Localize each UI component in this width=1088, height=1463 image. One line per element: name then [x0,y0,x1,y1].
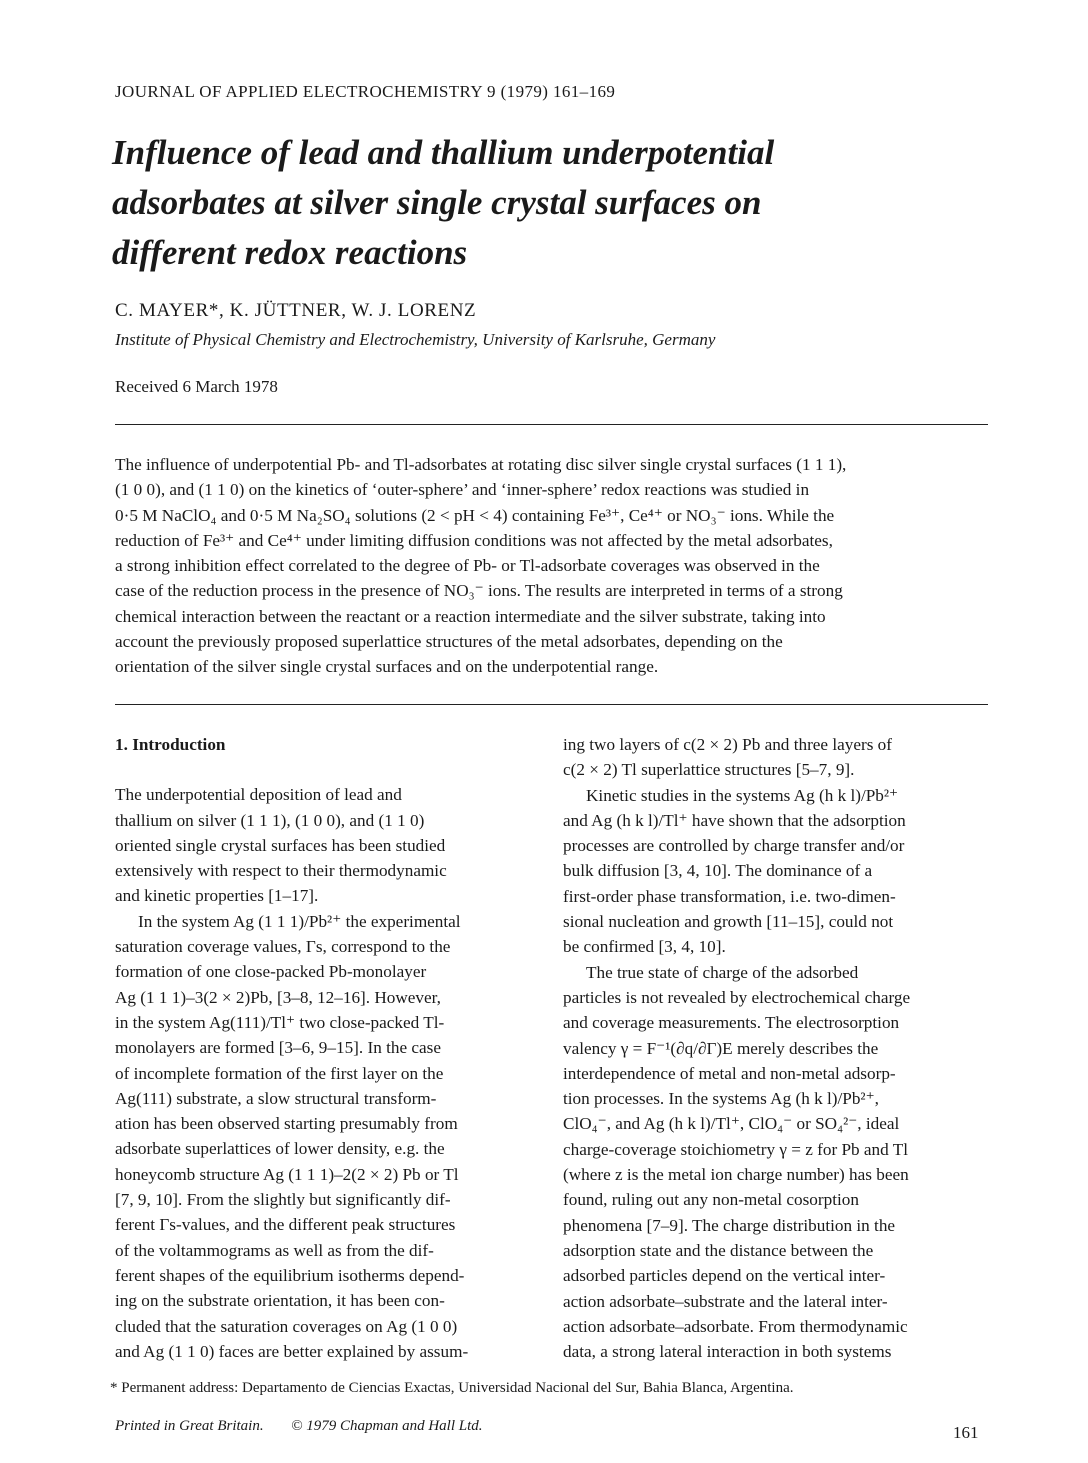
text-line: (where z is the metal ion charge number) has been [563,1165,909,1185]
journal-header: JOURNAL OF APPLIED ELECTROCHEMISTRY 9 (1979) 161–169 [115,82,616,101]
page-number: 161 [953,1423,979,1442]
printed-note: Printed in Great Britain. [115,1418,264,1434]
text-line: thallium on silver (1 1 1), (1 0 0), and (1 1 0) [115,810,425,830]
text-line: ferent shapes of the equilibrium isotherms depend- [115,1265,465,1285]
text-line: ing on the substrate orientation, it has been con- [115,1291,445,1311]
text-line: Ag(111) substrate, a slow structural transform- [115,1088,437,1108]
text-line: [7, 9, 10]. From the slightly but significantly dif- [115,1190,451,1210]
text-line: honeycomb structure Ag (1 1 1)–2(2 × 2) Pb or Tl [115,1164,459,1184]
authors: C. MAYER*, K. JÜTTNER, W. J. LORENZ [115,300,477,321]
text-line: In the system Ag (1 1 1)/Pb²⁺ the experimental [138,911,461,931]
text-line: adsorption state and the distance between the [563,1240,874,1260]
title-line: Influence of lead and thallium underpotential [112,133,775,172]
left-column [115,732,535,1364]
text-line: found, ruling out any non-metal cosorption [563,1190,859,1210]
text-line: ing two layers of c(2 × 2) Pb and three layers of [563,735,892,754]
abstract-line: a strong inhibition effect correlated to the degree of Pb- or Tl-adsorbate coverages was observed in the [115,556,820,576]
text-line: c(2 × 2) Tl superlattice structures [5–7, 9]. [563,760,855,780]
text-line: and kinetic properties [1–17]. [115,886,319,906]
text-line: first-order phase transformation, i.e. two-dimen- [563,886,896,906]
article-title [112,128,972,278]
text-line: formation of one close-packed Pb-monolayer [115,962,427,982]
intro-paragraph-4 [563,783,988,960]
text-line: sional nucleation and growth [11–15], could not [563,912,894,932]
intro-paragraph-2 [115,909,535,1364]
text-line: monolayers are formed [3–6, 9–15]. In the case [115,1038,441,1058]
copyright: © 1979 Chapman and Hall Ltd. [291,1418,483,1434]
intro-paragraph-1 [115,782,535,908]
text-line: saturation coverage values, Γs, correspond to the [115,937,451,957]
text-line: ClO₄⁻, and Ag (h k l)/Tl⁺, ClO₄⁻ or SO₄²⁻, ideal [563,1114,900,1134]
text-line: adsorbate superlattices of lower density, e.g. the [115,1139,445,1159]
text-line: ation has been observed starting presumably from [115,1114,458,1134]
intro-paragraph-5 [563,960,988,1365]
text-line: particles is not revealed by electrochemical charge [563,987,911,1007]
text-line: valency γ = F⁻¹(∂q/∂Γ)E merely describes the [563,1038,879,1058]
text-line: in the system Ag(111)/Tl⁺ two close-packed Tl- [115,1012,445,1032]
abstract-line: reduction of Fe³⁺ and Ce⁴⁺ under limiting diffusion conditions was not affected by the metal adsorbates, [115,530,833,550]
text-line: extensively with respect to their thermodynamic [115,861,447,881]
text-line: action adsorbate–substrate and the lateral inter- [563,1291,888,1311]
text-line: cluded that the saturation coverages on Ag (1 0 0) [115,1316,458,1336]
abstract-line: orientation of the silver single crystal surfaces and on the underpotential range. [115,657,659,677]
text-line: interdependence of metal and non-metal adsorp- [563,1063,896,1083]
received-date: Received 6 March 1978 [115,377,278,396]
text-line: of incomplete formation of the first layer on the [115,1063,444,1083]
paragraph-gap [115,757,535,782]
text-line: Ag (1 1 1)–3(2 × 2)Pb, [3–8, 12–16]. However, [115,987,441,1007]
abstract-line: (1 0 0), and (1 1 0) on the kinetics of ‘outer-sphere’ and ‘inner-sphere’ redox reactions was studied in [115,480,810,500]
text-line: phenomena [7–9]. The charge distribution in the [563,1215,896,1235]
abstract-line: case of the reduction process in the presence of NO₃⁻ ions. The results are interpreted in terms of a strong [115,581,843,601]
text-line: Kinetic studies in the systems Ag (h k l)/Pb²⁺ [586,785,899,805]
text-line: The true state of charge of the adsorbed [586,962,859,982]
right-column [563,732,988,1364]
text-line: bulk diffusion [3, 4, 10]. The dominance of a [563,861,873,881]
text-line: The underpotential deposition of lead and [115,785,402,805]
divider-top [115,424,988,425]
text-line: and Ag (1 1 0) faces are better explained by assum- [115,1341,469,1361]
text-line: adsorbed particles depend on the vertical inter- [563,1266,886,1286]
divider-bottom [115,704,988,705]
text-line: ferent Γs-values, and the different peak structures [115,1215,456,1235]
abstract [115,452,995,680]
text-line: processes are controlled by charge transfer and/or [563,836,905,856]
text-line: and coverage measurements. The electrosorption [563,1013,900,1033]
footer [115,1418,483,1435]
text-line: tion processes. In the systems Ag (h k l)/Pb²⁺, [563,1089,879,1109]
text-line: of the voltammograms as well as from the dif- [115,1240,434,1260]
abstract-line: 0·5 M NaClO₄ and 0·5 M Na₂SO₄ solutions (2 < pH < 4) containing Fe³⁺, Ce⁴⁺ or NO₃⁻ ions. While the [115,505,835,525]
intro-paragraph-3 [563,732,988,783]
title-line: different redox reactions [112,233,468,272]
text-line: and Ag (h k l)/Tl⁺ have shown that the adsorption [563,810,906,830]
section-heading: 1. Introduction [115,735,226,754]
footnote: * Permanent address: Departamento de Ciencias Exactas, Universidad Nacional del Sur, Bahia Blanca, Argentina. [110,1380,794,1396]
title-line: adsorbates at silver single crystal surfaces on [112,183,762,222]
text-line: charge-coverage stoichiometry γ = z for Pb and Tl [563,1139,909,1159]
text-line: action adsorbate–adsorbate. From thermodynamic [563,1316,908,1336]
abstract-line: chemical interaction between the reactant or a reaction intermediate and the silver substrate, taking into [115,606,826,626]
text-line: data, a strong lateral interaction in both systems [563,1342,892,1362]
text-line: oriented single crystal surfaces has been studied [115,835,446,855]
abstract-line: account the previously proposed superlattice structures of the metal adsorbates, depending on the [115,632,783,652]
affiliation: Institute of Physical Chemistry and Electrochemistry, University of Karlsruhe, Germany [115,330,716,349]
text-line: be confirmed [3, 4, 10]. [563,937,726,957]
abstract-line: The influence of underpotential Pb- and Tl-adsorbates at rotating disc silver single crystal surfaces (1 1 1), [115,455,847,474]
